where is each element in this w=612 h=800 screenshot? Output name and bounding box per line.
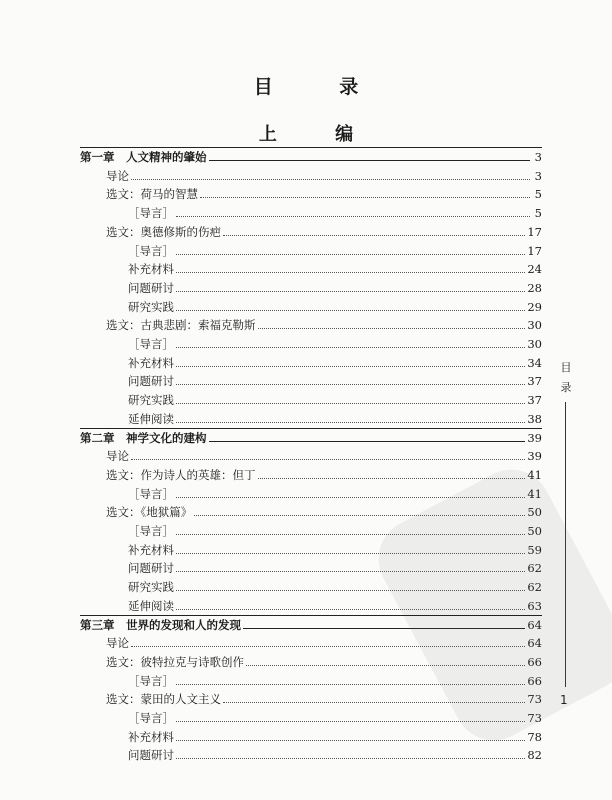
toc-page-number: 73 — [527, 711, 542, 725]
toc-entry-row — [128, 727, 542, 744]
toc-leader — [176, 721, 525, 722]
toc-entry-label: 选文：《地狱篇》 — [106, 505, 193, 520]
toc-entry-row — [128, 297, 542, 314]
toc-leader — [246, 665, 525, 666]
toc-entry-row — [128, 577, 542, 594]
toc-page-number: 50 — [527, 505, 542, 520]
toc-page-number: 17 — [527, 243, 542, 258]
toc-page-number: 3 — [534, 168, 542, 183]
toc-leader — [200, 197, 530, 198]
toc-entry-row — [128, 259, 542, 276]
toc-leader — [176, 254, 525, 255]
toc-entry-label: 导论 — [106, 636, 129, 651]
toc-page-number: 66 — [527, 673, 542, 688]
toc-entry-row — [128, 409, 542, 426]
toc-leader — [176, 740, 525, 741]
toc-leader — [243, 628, 525, 629]
toc-page-number: 39 — [527, 449, 542, 464]
toc-entry-row — [128, 241, 542, 258]
toc-entry-label: 问题研讨 — [128, 561, 174, 576]
toc-leader — [176, 497, 525, 498]
toc-page-number: 63 — [527, 598, 542, 613]
toc-page-number: 62 — [527, 580, 542, 595]
toc-entry-row — [106, 184, 542, 201]
toc-entry-label: ［导言］ — [128, 486, 174, 501]
toc-entry-row — [128, 390, 542, 407]
toc-entry-label: 补充材料 — [128, 729, 174, 744]
toc-leader — [131, 179, 530, 180]
toc-page-number: 3 — [534, 150, 542, 164]
toc-leader — [176, 758, 525, 759]
toc-leader — [176, 553, 525, 554]
toc-entry-label: 问题研讨 — [128, 280, 174, 295]
toc-entry-label: ［导言］ — [128, 206, 174, 221]
toc-leader — [176, 310, 525, 311]
toc-entry-row — [128, 371, 542, 388]
toc-entry-row — [128, 484, 542, 501]
page-number: 1 — [560, 693, 568, 707]
chapter-separator — [80, 428, 542, 429]
toc-leader — [194, 515, 525, 516]
toc-page-number: 39 — [527, 430, 542, 445]
toc-leader — [209, 160, 531, 161]
toc-entry-row — [106, 689, 542, 706]
toc-entry-row — [128, 334, 542, 351]
toc-leader — [176, 684, 525, 685]
toc-entry-label: 导论 — [106, 168, 129, 183]
toc-entry-row — [128, 521, 542, 538]
toc-entry-label: 补充材料 — [128, 542, 174, 557]
toc-leader — [209, 441, 526, 442]
toc-entry-label: 第三章 世界的发现和人的发现 — [80, 617, 241, 632]
toc-entry-row — [106, 222, 542, 239]
toc-entry-row — [128, 353, 542, 370]
toc-leader — [176, 272, 525, 273]
toc-leader — [176, 366, 525, 367]
toc-entry-row — [106, 465, 542, 482]
toc-leader — [176, 609, 525, 610]
toc-page-number: 34 — [527, 355, 542, 370]
toc-entry-row — [128, 558, 542, 575]
toc-page-number: 41 — [527, 467, 542, 482]
toc-page-number: 66 — [527, 654, 542, 669]
toc-entry-label: 第一章 人文精神的肇始 — [80, 150, 207, 164]
toc-entry-row — [128, 745, 542, 762]
toc-page-number: 78 — [527, 729, 542, 744]
toc-entry-label: 问题研讨 — [128, 748, 174, 763]
page-title: 目 录 — [253, 76, 389, 98]
toc-entry-label: ［导言］ — [128, 673, 174, 688]
toc-entry-row — [106, 166, 542, 183]
toc-leader — [223, 702, 525, 703]
toc-page-number: 28 — [527, 280, 542, 295]
toc-entry-label: 补充材料 — [128, 262, 174, 277]
toc-entry-label: 延伸阅读 — [128, 411, 174, 426]
toc-leader — [176, 571, 525, 572]
toc-entry-row — [106, 315, 542, 332]
toc-leader — [258, 328, 526, 329]
toc-page-number: 59 — [527, 542, 542, 557]
toc-entry-label: 研究实践 — [128, 580, 174, 595]
toc-entry-label: 选文：古典悲剧：索福克勒斯 — [106, 318, 256, 333]
toc-page-number: 41 — [527, 486, 542, 501]
toc-leader — [176, 347, 525, 348]
toc-entry-row — [128, 278, 542, 295]
toc-entry-label: 第二章 神学文化的建构 — [80, 430, 207, 445]
toc-entry-label: ［导言］ — [128, 711, 174, 725]
toc-page-number: 5 — [534, 206, 542, 221]
toc-page-number: 62 — [527, 561, 542, 576]
toc-entry-label: ［导言］ — [128, 337, 174, 351]
toc-entry-label: 选文：作为诗人的英雄：但丁 — [106, 467, 256, 482]
toc-page-number: 64 — [527, 636, 542, 651]
toc-entry-label: 选文：奥德修斯的伤疤 — [106, 224, 221, 239]
toc-entry-row — [128, 596, 542, 613]
toc-chapter-row — [80, 428, 542, 445]
toc-entry-row — [128, 671, 542, 688]
toc-leader — [176, 216, 530, 217]
toc-leader — [176, 534, 525, 535]
chapter-separator — [80, 615, 542, 616]
toc-entry-label: 选文：蒙田的人文主义 — [106, 692, 221, 707]
toc-page-number: 29 — [527, 299, 542, 314]
toc-page-number: 30 — [527, 337, 542, 351]
toc-chapter-row — [80, 615, 542, 632]
toc-entry-label: ［导言］ — [128, 243, 174, 258]
toc-entry-label: 研究实践 — [128, 393, 174, 408]
side-section-label: 目录 — [560, 361, 572, 394]
toc-leader — [223, 235, 525, 236]
chapter-separator — [80, 147, 542, 148]
toc-entry-row — [128, 708, 542, 725]
toc-entry-row — [106, 446, 542, 463]
toc-entry-label: 补充材料 — [128, 355, 174, 370]
toc-leader — [176, 590, 525, 591]
toc-leader — [131, 459, 525, 460]
toc-entry-label: ［导言］ — [128, 524, 174, 538]
toc-leader — [176, 422, 525, 423]
toc-page-number: 24 — [527, 262, 542, 277]
toc-page-number: 64 — [527, 617, 542, 632]
toc-page-number: 37 — [527, 393, 542, 408]
toc-chapter-row — [80, 147, 542, 164]
toc-leader — [176, 403, 525, 404]
side-rule — [565, 402, 566, 687]
toc-leader — [176, 291, 525, 292]
toc-page-number: 30 — [527, 318, 542, 333]
toc-leader — [258, 478, 526, 479]
toc-page-number: 38 — [527, 411, 542, 426]
toc-page-number: 5 — [534, 187, 542, 202]
toc-entry-label: 延伸阅读 — [128, 598, 174, 613]
toc-leader — [131, 646, 525, 647]
toc-entry-row — [128, 540, 542, 557]
toc-entry-row — [128, 203, 542, 220]
toc-entry-label: 问题研讨 — [128, 374, 174, 389]
toc-page-number: 37 — [527, 374, 542, 389]
toc-leader — [176, 384, 525, 385]
toc-entry-row — [106, 633, 542, 650]
toc-entry-label: 研究实践 — [128, 299, 174, 314]
toc-entry-label: 导论 — [106, 449, 129, 464]
toc-page-number: 73 — [527, 692, 542, 707]
toc-entry-row — [106, 502, 542, 519]
toc-page-number: 17 — [527, 224, 542, 239]
toc-entry-label: 选文：彼特拉克与诗歌创作 — [106, 654, 244, 669]
part-title: 上 编 — [258, 124, 380, 145]
toc-page-number: 50 — [527, 524, 542, 538]
toc-page-number: 82 — [527, 748, 542, 763]
toc-entry-row — [106, 652, 542, 669]
toc-entry-label: 选文：荷马的智慧 — [106, 187, 198, 202]
